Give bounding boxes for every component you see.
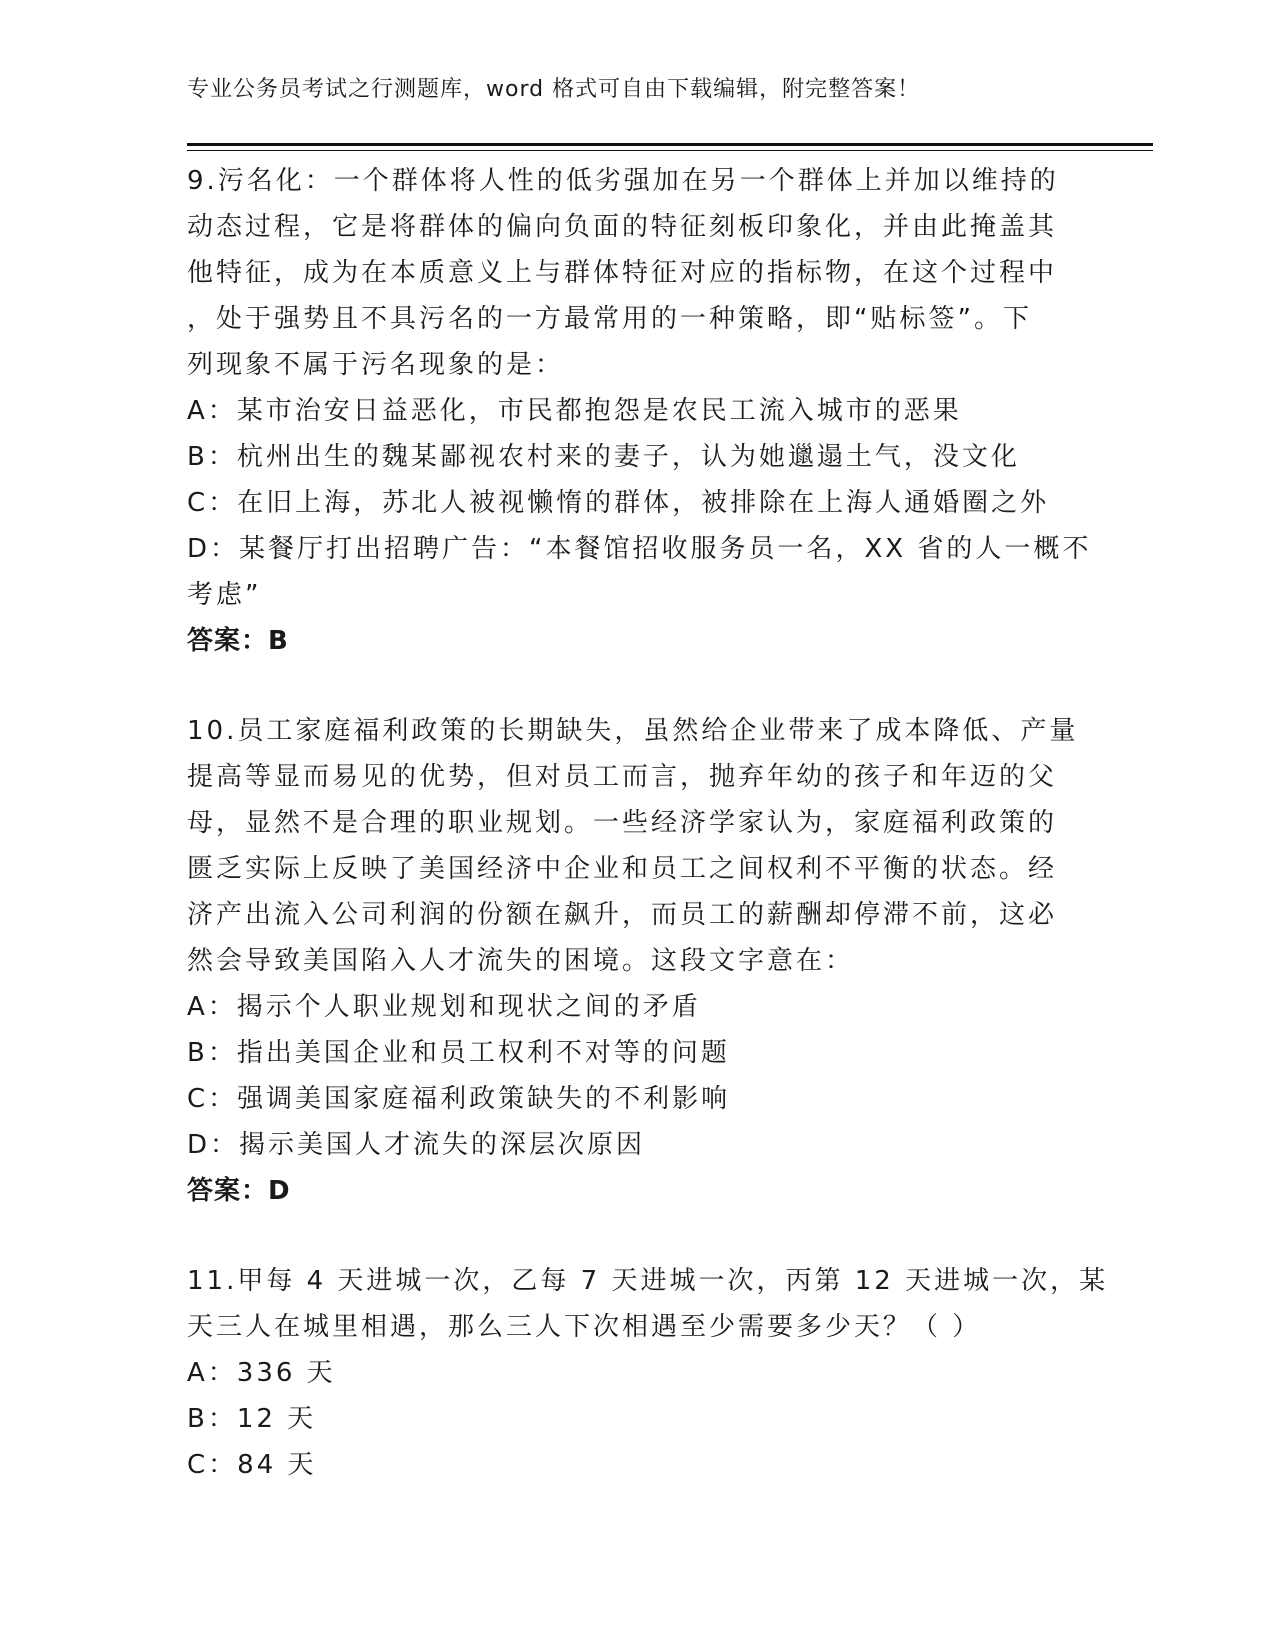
question-9-line: 9.污名化：一个群体将人性的低劣强加在另一个群体上并加以维持的 [187, 166, 1059, 196]
question-9 [187, 158, 1092, 664]
question-9-line: 列现象不属于污名现象的是： [187, 350, 565, 380]
question-10-line: 10.员工家庭福利政策的长期缺失，虽然给企业带来了成本降低、产量 [187, 716, 1079, 746]
question-10-option-b: B：指出美国企业和员工权利不对等的问题 [187, 1038, 730, 1068]
question-list [187, 158, 1109, 1488]
question-11-option-c: C：84 天 [187, 1450, 317, 1480]
question-9-option-c: C：在旧上海，苏北人被视懒惰的群体，被排除在上海人通婚圈之外 [187, 488, 1050, 518]
question-11 [187, 1258, 1109, 1488]
question-9-line: ，处于强势且不具污名的一方最常用的一种策略，即“贴标签”。下 [187, 304, 1032, 334]
question-10-line: 然会导致美国陷入人才流失的困境。这段文字意在： [187, 946, 855, 976]
page-header: 专业公务员考试之行测题库，word 格式可自由下载编辑，附完整答案！ [187, 77, 921, 102]
question-11-option-a: A：336 天 [187, 1358, 336, 1388]
question-9-option-a: A：某市治安日益恶化，市民都抱怨是农民工流入城市的恶果 [187, 396, 962, 426]
question-9-option-d-cont: 考虑” [187, 580, 262, 610]
question-9-option-d: D：某餐厅打出招聘广告：“本餐馆招收服务员一名，XX 省的人一概不 [187, 534, 1092, 564]
question-10-line: 母，显然不是合理的职业规划。一些经济学家认为，家庭福利政策的 [187, 808, 1058, 838]
question-10-option-c: C：强调美国家庭福利政策缺失的不利影响 [187, 1084, 731, 1114]
question-10-answer: 答案：D [187, 1176, 291, 1206]
question-10-line: 匮乏实际上反映了美国经济中企业和员工之间权利不平衡的状态。经 [187, 854, 1058, 884]
question-10-line: 济产出流入公司利润的份额在飙升，而员工的薪酬却停滞不前，这必 [187, 900, 1058, 930]
question-10-option-a: A：揭示个人职业规划和现状之间的矛盾 [187, 992, 701, 1022]
question-10 [187, 708, 1087, 1214]
question-10-line: 提高等显而易见的优势，但对员工而言，抛弃年幼的孩子和年迈的父 [187, 762, 1058, 792]
question-11-line: 天三人在城里相遇，那么三人下次相遇至少需要多少天？（ ） [187, 1312, 982, 1342]
spacer [187, 664, 1087, 708]
question-9-option-b: B：杭州出生的魏某鄙视农村来的妻子，认为她邋遢土气，没文化 [187, 442, 1020, 472]
question-9-line: 动态过程，它是将群体的偏向负面的特征刻板印象化，并由此掩盖其 [187, 212, 1058, 242]
question-9-line: 他特征，成为在本质意义上与群体特征对应的指标物，在这个过程中 [187, 258, 1058, 288]
question-11-option-b: B：12 天 [187, 1404, 317, 1434]
header-rule-thin [187, 150, 1153, 151]
question-11-line: 11.甲每 4 天进城一次，乙每 7 天进城一次，丙第 12 天进城一次，某 [187, 1266, 1109, 1296]
header-rule-thick [187, 143, 1153, 146]
question-10-option-d: D：揭示美国人才流失的深层次原因 [187, 1130, 646, 1160]
question-9-answer: 答案：B [187, 626, 289, 656]
spacer [187, 1214, 1087, 1258]
